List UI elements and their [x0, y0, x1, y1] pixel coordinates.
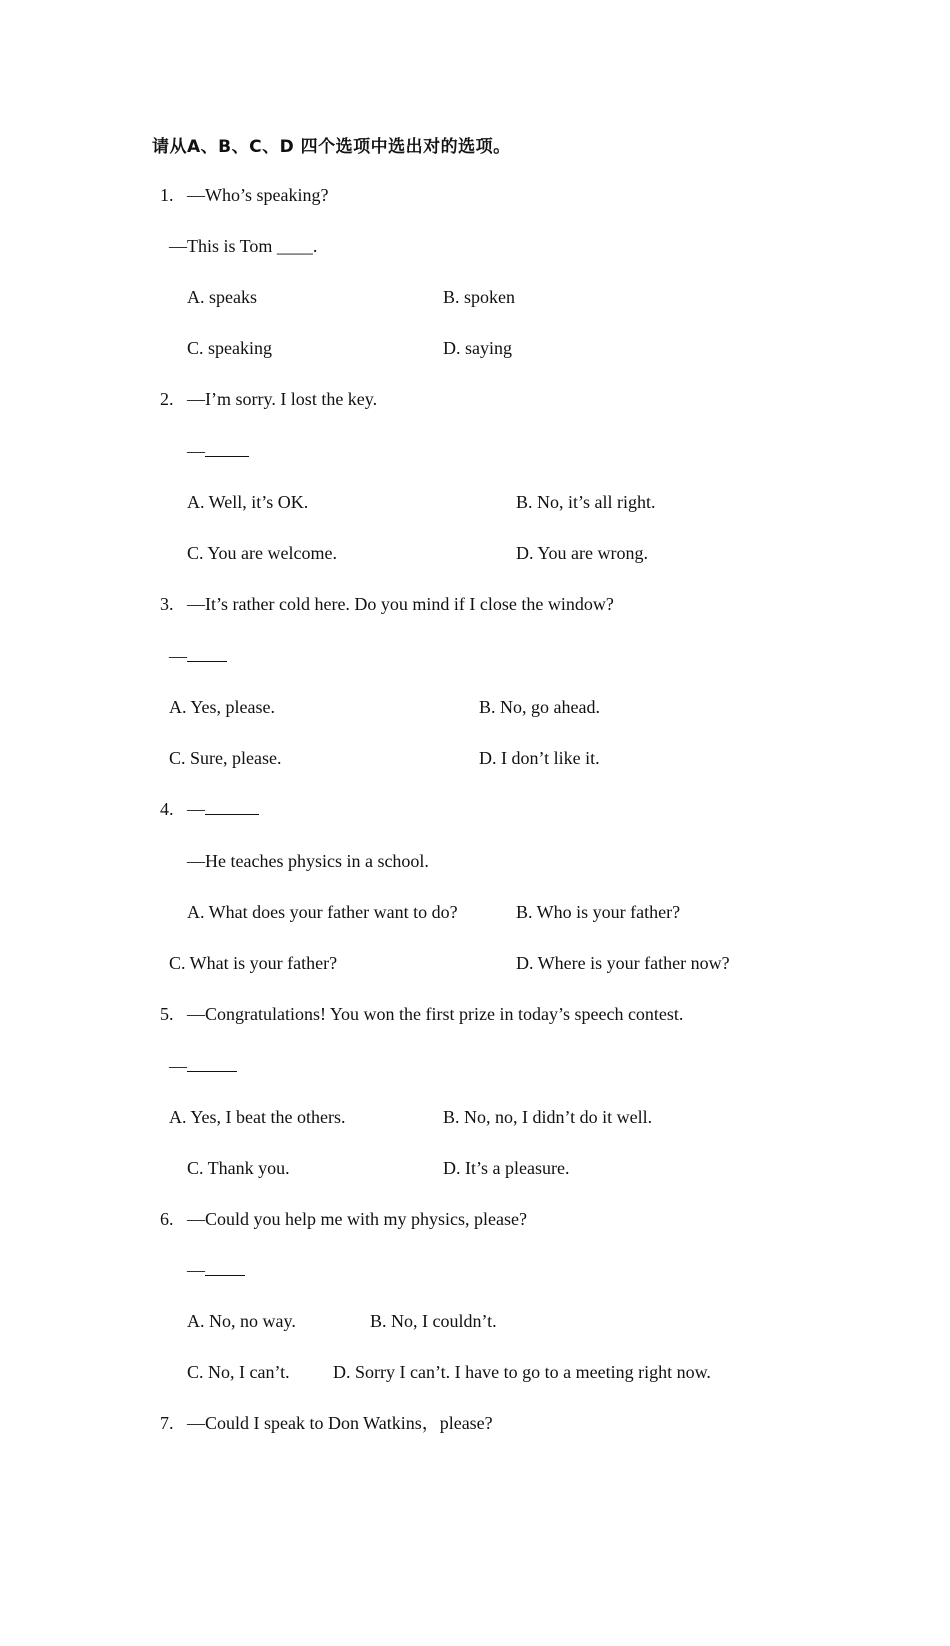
- option-c: C. Sure, please.: [169, 748, 282, 768]
- option-d: D. Sorry I can’t. I have to go to a meeting right now.: [333, 1362, 711, 1382]
- answer-blank: [187, 645, 227, 662]
- question-number: 7.: [160, 1413, 174, 1433]
- question-response-line: —This is Tom ____.: [169, 236, 318, 256]
- option-c: C. Thank you.: [187, 1158, 290, 1178]
- option-d: D. You are wrong.: [516, 543, 648, 563]
- dash: —: [187, 441, 205, 461]
- option-a: A. Well, it’s OK.: [187, 492, 309, 512]
- option-c: C. You are welcome.: [187, 543, 337, 563]
- answer-blank: [205, 798, 259, 815]
- option-c: C. No, I can’t.: [187, 1362, 290, 1382]
- question-prompt: —It’s rather cold here. Do you mind if I close the window?: [187, 594, 614, 614]
- question-prompt: —Congratulations! You won the first prize in today’s speech contest.: [187, 1004, 684, 1024]
- option-d: D. I don’t like it.: [479, 748, 600, 768]
- option-d: D. saying: [443, 338, 512, 358]
- option-c: C. What is your father?: [169, 953, 338, 973]
- answer-blank: [205, 440, 249, 457]
- option-b: B. No, I couldn’t.: [370, 1311, 497, 1331]
- dash: —: [169, 646, 187, 666]
- option-a: A. Yes, please.: [169, 697, 275, 717]
- answer-blank: [187, 1055, 237, 1072]
- question-number: 2.: [160, 389, 174, 409]
- question-number: 1.: [160, 185, 174, 205]
- option-b: B. Who is your father?: [516, 902, 681, 922]
- option-b: B. No, go ahead.: [479, 697, 600, 717]
- dash: —: [169, 1056, 187, 1076]
- answer-blank-line: [187, 798, 259, 820]
- option-a: A. speaks: [187, 287, 257, 307]
- answer-blank-line: [187, 1259, 245, 1281]
- question-number: 3.: [160, 594, 174, 614]
- option-a: A. No, no way.: [187, 1311, 296, 1331]
- answer-blank-line: [187, 440, 249, 462]
- question-prompt: —Who’s speaking?: [187, 185, 329, 205]
- option-b: B. spoken: [443, 287, 515, 307]
- question-prompt: —Could I speak to Don Watkins，please?: [187, 1413, 493, 1433]
- option-d: D. Where is your father now?: [516, 953, 730, 973]
- option-a: A. Yes, I beat the others.: [169, 1107, 346, 1127]
- dash: —: [187, 1260, 205, 1280]
- question-prompt: —Could you help me with my physics, please?: [187, 1209, 527, 1229]
- option-b: B. No, no, I didn’t do it well.: [443, 1107, 653, 1127]
- option-b: B. No, it’s all right.: [516, 492, 656, 512]
- option-c: C. speaking: [187, 338, 272, 358]
- option-a: A. What does your father want to do?: [187, 902, 458, 922]
- question-number: 4.: [160, 799, 174, 819]
- dash: —: [187, 799, 205, 819]
- instruction-heading: 请从A、B、C、D 四个选项中选出对的选项。: [152, 137, 511, 157]
- option-d: D. It’s a pleasure.: [443, 1158, 570, 1178]
- answer-blank-line: [169, 645, 227, 667]
- question-prompt: —I’m sorry. I lost the key.: [187, 389, 378, 409]
- answer-blank: [205, 1259, 245, 1276]
- question-number: 6.: [160, 1209, 174, 1229]
- question-response-line: —He teaches physics in a school.: [187, 851, 429, 871]
- answer-blank-line: [169, 1055, 237, 1077]
- question-number: 5.: [160, 1004, 174, 1024]
